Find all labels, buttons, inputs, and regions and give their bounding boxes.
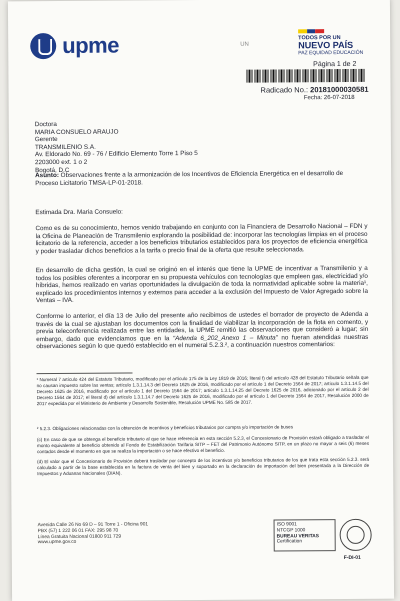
header-mark: UN (240, 41, 249, 48)
footnote-2-d: (d) El valor que el Concesionario de Provisión deberá trasladar por concepto de los incentivos y/o beneficios tributarios de los que trata esta sección 5.2.3. será calculado a partir de la base establecida en la factura de venta del bien y soportado en la declaración de importación del bien presentada a la Dirección de Impuestos y Aduanas Nacionales (DIAN). (37, 456, 370, 476)
footnote-2: ² 5.2.3. Obligaciones relacionadas con la obtención de incentivos y beneficios tributarios por compra y/o importación de buses (36, 424, 294, 432)
salutation: Estimada Dra. Maria Consuelo: (35, 208, 123, 217)
upme-logo-icon (30, 33, 56, 59)
form-code: F-DI-01 (343, 554, 361, 562)
barcode (246, 69, 366, 83)
page-number: Página 1 de 2 (313, 60, 357, 69)
flag-icon (298, 29, 324, 33)
paragraph-3: Conforme lo anterior, el día 13 de Julio del presente año recibimos de ustedes el borrador de proyecto de Adenda a través de la cual se ajustaban los documentos con la finalidad de viabilizar la incorporación de la flota en comento, y previa teleconferencia realizada entre las entidades, la UPME remitió las observaciones que consideró a lugar; sin embargo, dado que evidenciamos que en la "Adenda 6_202_Anexo 1 – Minuta" no fueran atendidas nuestras observaciones según lo que quedó establecido en el numeral 5.2.3.², a continuación nuestros comentarios: (36, 310, 369, 351)
government-logo: TODOS POR UN NUEVO PAÍS PAZ EQUIDAD EDUCACIÓN (298, 29, 382, 57)
subject-line: Asunto: Observaciones frente a la armonización de los Incentivos de Eficiencia Energética en el desarrollo de Proceso Licitatorio TMSA-LP-01-2018. (35, 170, 344, 187)
footnote-1: ¹ Numeral 7 artículo 424 del Estatuto Tributario, modificado por el artículo 175 de la Ley 1819 de 2016; literal f) del artículo 428 del Estatuto Tributario señala que no causan impuesto sobre las ventas; artículo 1.3.1.14.3 del Decreto 1625 de 2016, modificado por el artículo 1 del Decreto 1564 de 2017; artículo 1.3.1.14.5 del Decreto 1625 de 2016, modificado por el artículo 1 del Decreto 1564 de 2017; artículo 1.3.1.14.25 del Decreto 1625 de 2016, adicionado por el artículo 2 del Decreto 1564 de 2017; el literal d) del artículo 1.3.1.14.7 del Decreto 1625 de 2016, modificado por el artículo 1 del Decreto 1564 de 2017, Resolución 2000 de 2017 expedida por el Ministerio de Ambiente y Desarrollo Sostenible, Resolución UPME No. 585 de 2017. (36, 374, 369, 406)
upme-logo: upme (30, 33, 119, 60)
footnote-2-c: (c) En caso de que se obtenga el beneficio tributario al que se hace referencia en esta sección 5.2.3, el Concesionario de Provisión estará obligado a trasladar el monto equivalente al beneficio obtenido al Fondo de Estabilización Tarifaria SITP – FET del Patrimonio Autónomo SITP, en un plazo no mayor a seis (6) meses contados desde el momento en que se realiza la importación o se hace efectivo el beneficio. (36, 434, 370, 454)
paragraph-1: Como es de su conocimiento, hemos venido trabajando en conjunto con la Financiera de Desarrollo Nacional – FDN y la Oficina de Planeación de Transmilenio explorando la posibilidad de: incorporar las tecnologías limpias en el proceso licitatorio de la referencia, acceder a los beneficios tributarios establecidos para los proyectos de eficiencia energética y poder trasladar dichos beneficios a la tarifa o precio final de la oferta que resulte seleccionada. (35, 222, 368, 255)
date: Fecha: 26-07-2018 (303, 94, 355, 102)
footer-contact: Avenida Calle 26 No 69 D – 91 Torre 1 - Oficina 901 PBX (57) 1 222 06 01 FAX: 295 98 70 Línea Gratuita Nacional 01800 911 729 www.upme.gov.co (37, 522, 149, 546)
certification-seal-icon (340, 519, 372, 551)
paragraph-2: En desarrollo de dicha gestión, la cual se originó en el interés que tiene la UPME de incentivar a Transmilenio y a todos los posibles oferentes a incorporar en su propuesta vehículos con tecnologías que empleen gas, electricidad y/o híbridas, hemos realizado en varias oportunidades la divulgación de toda la normatividad aplicable sobre la materia¹, explicado los procedimientos internos y externos para acceder a la exclusión del Impuesto de Valor Agregado sobre la Ventas – IVA. (35, 264, 368, 305)
certification-box: ISO 9001 NTCGP 1000 BUREAU VERITAS Certification (274, 519, 336, 551)
letter-page (8, 0, 394, 601)
footnote-divider (37, 372, 133, 374)
radicado-number: Radicado No.: 20181000030581 (260, 84, 369, 95)
recipient-address: Doctora MARIA CONSUELO ARAUJO Gerente TRANSMILENIO S.A. Av. Eldorado No. 69 - 76 / Edificio Elemento Torre 1 Piso 5 2203000 ext. 1 o 2 Bogotá, D.C (34, 121, 198, 174)
